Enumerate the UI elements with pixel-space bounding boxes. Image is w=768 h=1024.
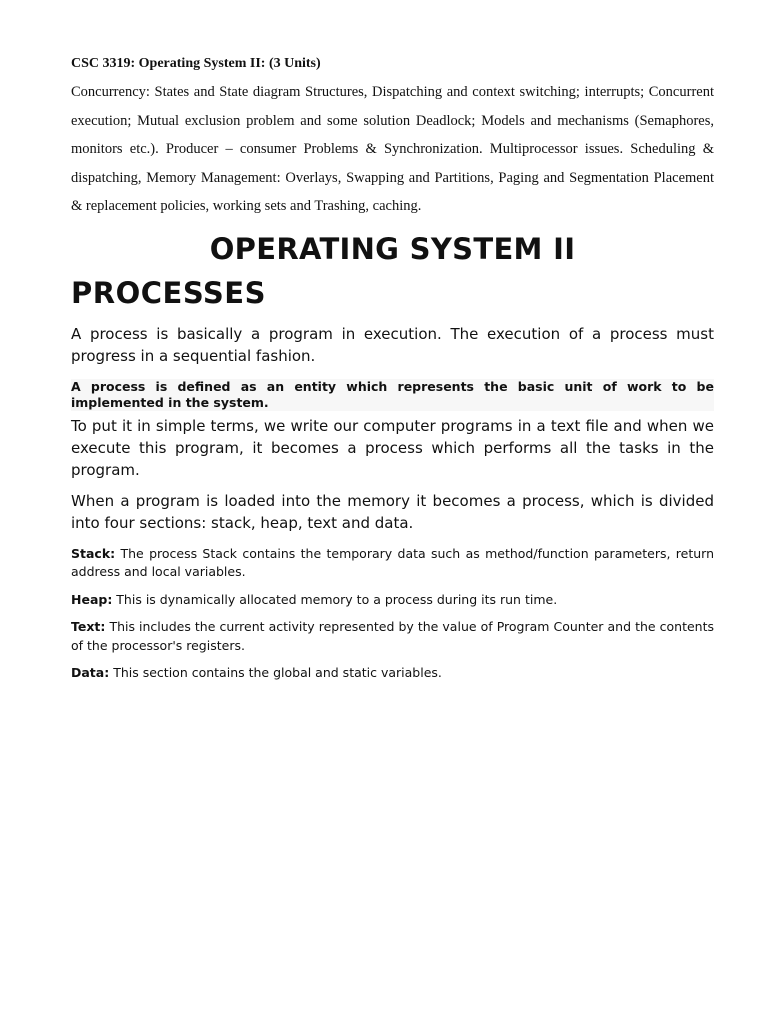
section-title: PROCESSES bbox=[71, 275, 266, 310]
intro-paragraph: A process is basically a program in execution. The execution of a process must progress in a sequential fashion. bbox=[71, 324, 714, 365]
item-text: This section contains the global and static variables. bbox=[109, 665, 442, 680]
list-item-stack bbox=[71, 545, 714, 582]
course-title: CSC 3319: Operating System II: (3 Units) bbox=[71, 56, 321, 71]
list-item-heap bbox=[71, 591, 714, 610]
item-term: Text: bbox=[71, 619, 106, 634]
item-term: Stack: bbox=[71, 545, 116, 561]
document-page bbox=[71, 50, 714, 683]
item-text: This is dynamically allocated memory to a process during its run time. bbox=[112, 591, 558, 607]
list-item-text bbox=[71, 618, 714, 655]
memory-sections-paragraph: When a program is loaded into the memory it becomes a process, which is divided into four sections: stack, heap, text and data. bbox=[71, 491, 714, 532]
course-description: Concurrency: States and State diagram Structures, Dispatching and context switching; interrupts; Concurrent execution; Mutual exclusion problem and some solution Deadlock; Models and mechanisms (Semaphores, monitors etc.). Producer – consumer Problems & Synchronization. Multiprocessor issues. Scheduling & dispatching, Memory Management: Overlays, Swapping and Partitions, Paging and Segmentation Placement & replacement policies, working sets and Trashing, caching. bbox=[71, 84, 714, 214]
list-item-data bbox=[71, 664, 714, 683]
item-term: Data: bbox=[71, 665, 110, 680]
simple-terms-paragraph: To put it in simple terms, we write our computer programs in a text file and when we execute this program, it becomes a process which performs all the tasks in the program. bbox=[71, 416, 714, 479]
item-text: This includes the current activity represented by the value of Program Counter and the contents of the processor's registers. bbox=[71, 619, 714, 653]
document-heading: OPERATING SYSTEM II bbox=[209, 231, 576, 266]
item-term: Heap: bbox=[71, 591, 113, 607]
definition-paragraph: A process is defined as an entity which represents the basic unit of work to be implemented in the system. bbox=[71, 378, 714, 410]
item-text: The process Stack contains the temporary data such as method/function parameters, return address and local variables. bbox=[71, 545, 714, 579]
